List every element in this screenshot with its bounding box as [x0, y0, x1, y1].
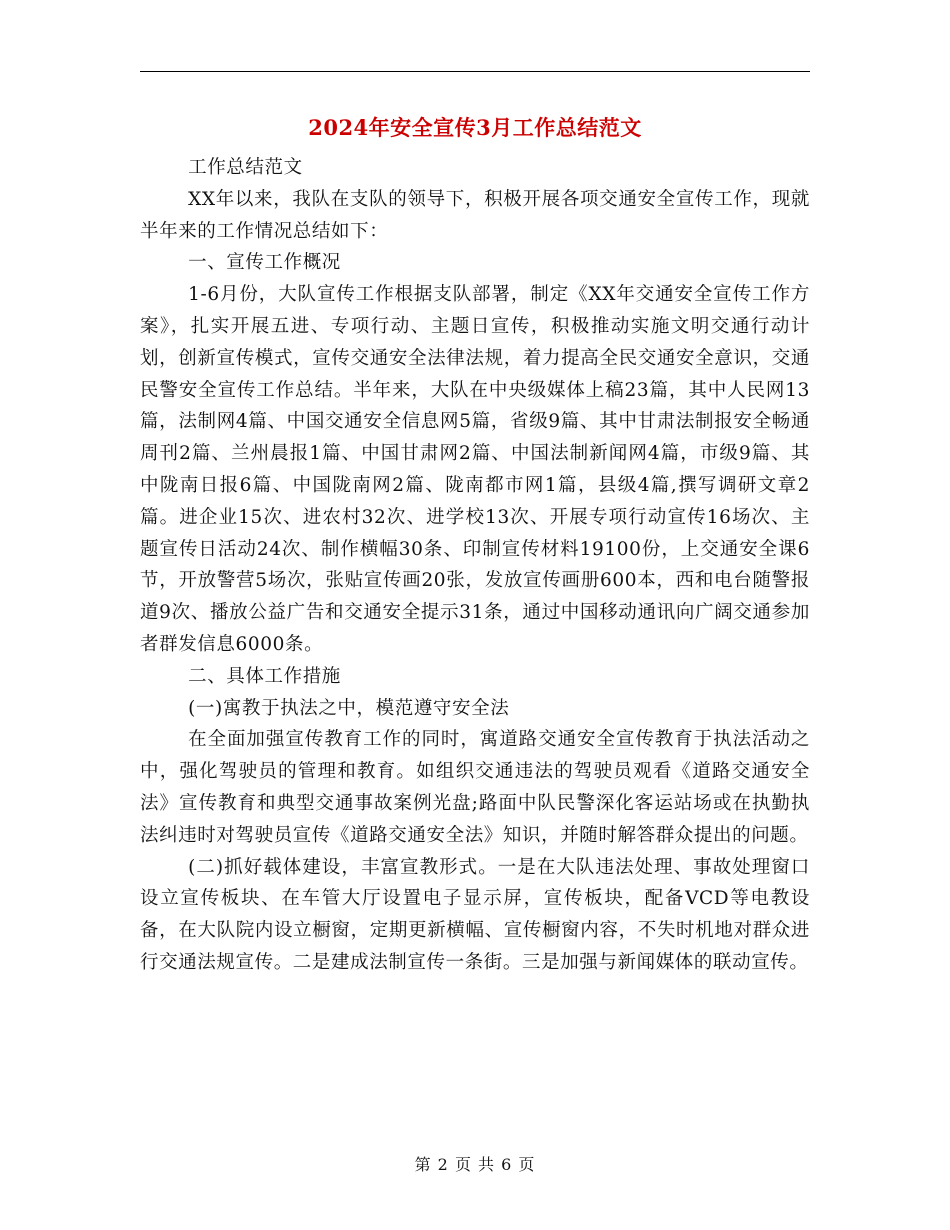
section-heading-overview: 一、宣传工作概况: [188, 252, 341, 274]
paragraph-subtitle: 工作总结范文: [188, 157, 303, 178]
document-body: [140, 152, 810, 979]
header-rule: [140, 71, 810, 72]
section-heading-measures: 二、具体工作措施: [188, 665, 341, 687]
page-number: 第 2 页 共 6 页: [414, 1155, 536, 1174]
paragraph-measure-2: (二)抓好载体建设，丰富宣教形式。一是在大队违法处理、事故处理窗口设立宣传板块、在车管大厅设置电子显示屏，宣传板块，配备VCD等电教设备，在大队院内设立橱窗，定期更新横幅、宣传橱窗内容，不失时机地对群众进行交通法规宣传。二是建成法制宣传一条街。三是加强与新闻媒体的联动宣传。: [140, 856, 810, 973]
paragraph-overview: 1-6月份，大队宣传工作根据支队部署，制定《XX年交通安全宣传工作方案》，扎实开展五进、专项行动、主题日宣传，积极推动实施文明交通行动计划，创新宣传模式，宣传交通安全法律法规，着力提高全民交通安全意识，交通民警安全宣传工作总结。半年来，大队在中央级媒体上稿23篇，其中人民网13篇，法制网4篇、中国交通安全信息网5篇，省级9篇、其中甘肃法制报安全畅通周刊2篇、兰州晨报1篇、中国甘肃网2篇、中国法制新闻网4篇，市级9篇、其中陇南日报6篇、中国陇南网2篇、陇南都市网1篇，县级4篇,撰写调研文章2篇。进企业15次、进农村32次、进学校13次、开展专项行动宣传16场次、主题宣传日活动24次、制作横幅30条、印制宣传材料19100份，上交通安全课6节，开放警营5场次，张贴宣传画20张，发放宣传画册600本，西和电台随警报道9次、播放公益广告和交通安全提示31条，通过中国移动通讯向广阔交通参加者群发信息6000条。: [140, 284, 810, 655]
paragraph-intro: XX年以来，我队在支队的领导下，积极开展各项交通安全宣传工作，现就半年来的工作情况总结如下：: [140, 188, 810, 242]
paragraph-measure-1: 在全面加强宣传教育工作的同时，寓道路交通安全宣传教育于执法活动之中，强化驾驶员的管理和教育。如组织交通违法的驾驶员观看《道路交通安全法》宣传教育和典型交通事故案例光盘;路面中队民警深化客运站场或在执勤执法纠违时对驾驶员宣传《道路交通安全法》知识，并随时解答群众提出的问题。: [140, 729, 810, 846]
document-title: 2024年安全宣传3月工作总结范文: [308, 115, 642, 140]
subsection-heading-1: (一)寓教于执法之中，模范遵守安全法: [188, 697, 510, 719]
